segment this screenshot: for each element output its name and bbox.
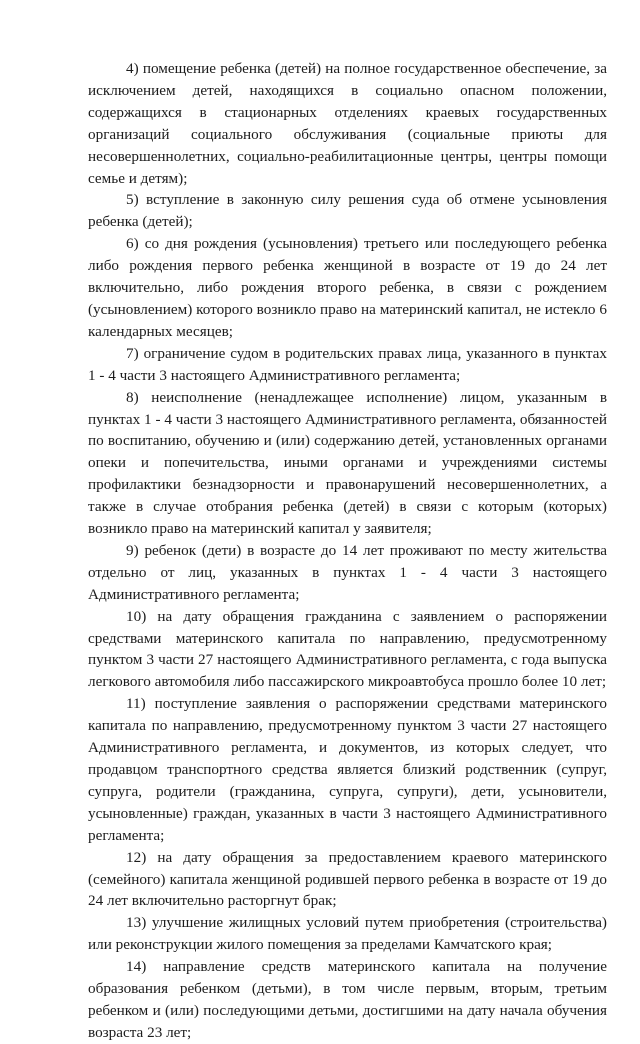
- paragraph-item-5: 5) вступление в законную силу решения суда об отмене усыновления ребенка (детей);: [88, 191, 607, 231]
- paragraph-item-9: 9) ребенок (дети) в возрасте до 14 лет проживают по месту жительства отдельно от лиц, указанных в пунктах 1 - 4 части 3 настоящего Административного регламента;: [88, 541, 607, 603]
- paragraph-item-14: 14) направление средств материнского капитала на получение образования ребенком (детьми), в том числе первым, вторым, третьим ребенком и (или) последующими детьми, достигшими на дату начала обучения возраста 23 лет;: [88, 958, 607, 1041]
- paragraph-item-4: 4) помещение ребенка (детей) на полное государственное обеспечение, за исключением детей, находящихся в социально опасном положении, содержащихся в стационарных отделениях краевых государственных организаций социального обслуживания (социальные приюты для несовершеннолетних, социально-реабилитационные центры, центры помощи семье и детям);: [88, 60, 607, 187]
- paragraph-item-7: 7) ограничение судом в родительских правах лица, указанного в пунктах 1 - 4 части 3 настоящего Административного регламента;: [88, 344, 607, 384]
- paragraph-item-10: 10) на дату обращения гражданина с заявлением о распоряжении средствами материнского капитала по направлению, предусмотренному пунктом 3 части 27 настоящего Административного регламента, с года выпуска легкового автомобиля либо пассажирского микроавтобуса прошло более 10 лет;: [88, 607, 607, 691]
- paragraph-item-12: 12) на дату обращения за предоставлением краевого материнского (семейного) капитала женщиной родившей первого ребенка в возрасте от 19 до 24 лет включительно расторгнут брак;: [88, 848, 607, 910]
- document-body: [88, 58, 607, 1044]
- paragraph-item-13: 13) улучшение жилищных условий путем приобретения (строительства) или реконструкции жилого помещения за пределами Камчатского края;: [88, 914, 607, 954]
- paragraph-item-8: 8) неисполнение (ненадлежащее исполнение) лицом, указанным в пунктах 1 - 4 части 3 настоящего Административного регламента, обязанностей по воспитанию, обучению и (или) содержанию детей, установленных органами опеки и попечительства, иными органами и учреждениями системы профилактики безнадзорности и правонарушений несовершеннолетних, а также в случае отобрания ребенка (детей) в связи с которым (которых) возникло право на материнский капитал у заявителя;: [88, 388, 607, 538]
- paragraph-item-11: 11) поступление заявления о распоряжении средствами материнского капитала по направлению, предусмотренному пунктом 3 части 27 настоящего Административного регламента, и документов, из которых следует, что продавцом транспортного средства является близкий родственник (супруг, супруга, родители (гражданина, супруга, супруги), дети, усыновители, усыновленные) граждан, указанных в части 3 настоящего Административного регламента;: [88, 695, 607, 844]
- paragraph-item-6: 6) со дня рождения (усыновления) третьего или последующего ребенка либо рождения первого ребенка женщиной в возрасте от 19 до 24 лет включительно, либо рождения второго ребенка, в связи с рождением (усыновлением) которого возникло право на материнский капитал, не истекло 6 календарных месяцев;: [88, 235, 607, 340]
